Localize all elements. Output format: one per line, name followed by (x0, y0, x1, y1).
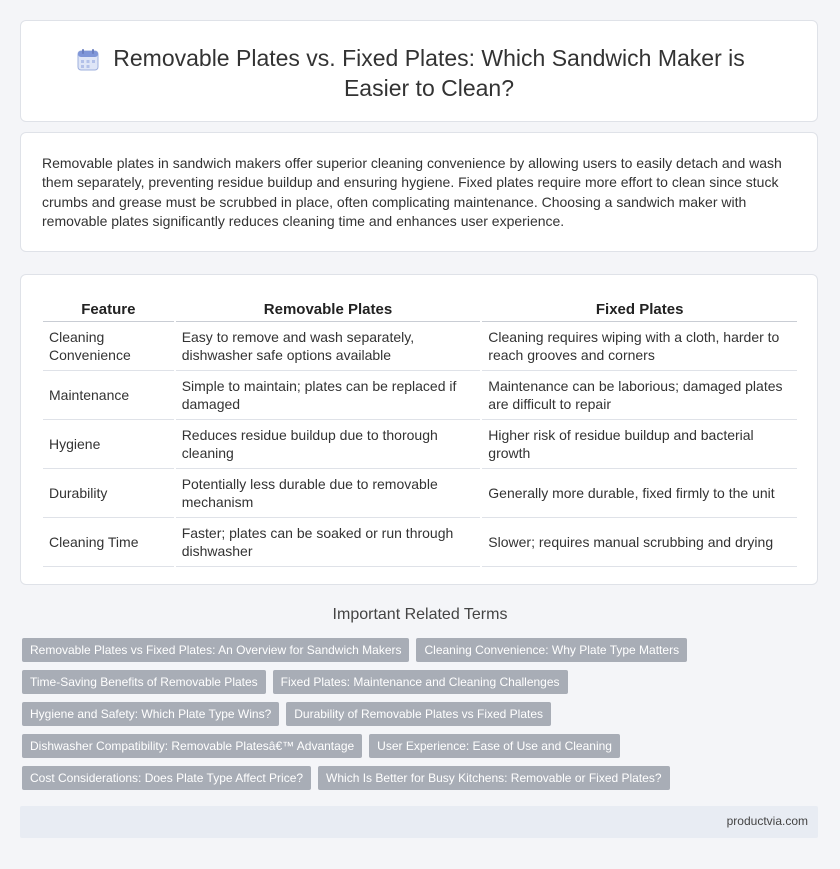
tag-row (22, 638, 812, 662)
fixed-cell: Maintenance can be laborious; damaged plates are difficult to repair (482, 371, 797, 420)
related-term-tag[interactable]: Durability of Removable Plates vs Fixed Plates (286, 702, 551, 726)
removable-cell: Faster; plates can be soaked or run through dishwasher (176, 518, 481, 567)
title-card (20, 20, 818, 122)
table-row (43, 469, 797, 518)
related-term-tag[interactable]: Hygiene and Safety: Which Plate Type Wins? (22, 702, 279, 726)
related-term-tag[interactable]: Cost Considerations: Does Plate Type Affect Price? (22, 766, 311, 790)
fixed-cell: Cleaning requires wiping with a cloth, harder to reach grooves and corners (482, 322, 797, 371)
table-header-row (43, 295, 797, 322)
related-term-tag[interactable]: Which Is Better for Busy Kitchens: Removable or Fixed Plates? (318, 766, 669, 790)
related-terms-list (22, 638, 812, 798)
header-removable: Removable Plates (176, 295, 481, 322)
related-term-tag[interactable]: Fixed Plates: Maintenance and Cleaning Challenges (273, 670, 568, 694)
related-terms-heading: Important Related Terms (332, 606, 508, 623)
removable-cell: Simple to maintain; plates can be replaced if damaged (176, 371, 481, 420)
footer-site-link[interactable]: productvia.com (726, 814, 808, 828)
table-row (43, 518, 797, 567)
feature-cell: Hygiene (43, 420, 174, 469)
intro-paragraph: Removable plates in sandwich makers offer superior cleaning convenience by allowing users to easily detach and wash them separately, preventing residue buildup and ensuring hygiene. Fixed plates require more effort to clean since stuck crumbs and grease must be scrubbed in place, often complicating maintenance. Choosing a sandwich maker with removable plates significantly reduces cleaning time and enhances user experience. (42, 155, 782, 229)
related-term-tag[interactable]: Removable Plates vs Fixed Plates: An Overview for Sandwich Makers (22, 638, 409, 662)
removable-cell: Easy to remove and wash separately, dishwasher safe options available (176, 322, 481, 371)
header-feature: Feature (43, 295, 174, 322)
fixed-cell: Generally more durable, fixed firmly to the unit (482, 469, 797, 518)
feature-cell: Cleaning Time (43, 518, 174, 567)
tag-row (22, 702, 812, 726)
feature-cell: Durability (43, 469, 174, 518)
removable-cell: Potentially less durable due to removable mechanism (176, 469, 481, 518)
header-fixed: Fixed Plates (482, 295, 797, 322)
table-row (43, 322, 797, 371)
footer (20, 806, 818, 838)
table-row (43, 420, 797, 469)
related-term-tag[interactable]: Dishwasher Compatibility: Removable Platesâ€™ Advantage (22, 734, 362, 758)
fixed-cell: Higher risk of residue buildup and bacterial growth (482, 420, 797, 469)
comparison-table (41, 295, 799, 567)
related-term-tag[interactable]: User Experience: Ease of Use and Cleaning (369, 734, 620, 758)
table-row (43, 371, 797, 420)
intro-card (20, 132, 818, 252)
page-title: Removable Plates vs. Fixed Plates: Which Sandwich Maker is Easier to Clean? (113, 45, 745, 101)
related-term-tag[interactable]: Cleaning Convenience: Why Plate Type Matters (416, 638, 687, 662)
fixed-cell: Slower; requires manual scrubbing and drying (482, 518, 797, 567)
related-term-tag[interactable]: Time-Saving Benefits of Removable Plates (22, 670, 266, 694)
tag-row (22, 734, 812, 758)
comparison-card (20, 274, 818, 585)
feature-cell: Cleaning Convenience (43, 322, 174, 371)
feature-cell: Maintenance (43, 371, 174, 420)
removable-cell: Reduces residue buildup due to thorough cleaning (176, 420, 481, 469)
tag-row (22, 670, 812, 694)
tag-row (22, 766, 812, 790)
